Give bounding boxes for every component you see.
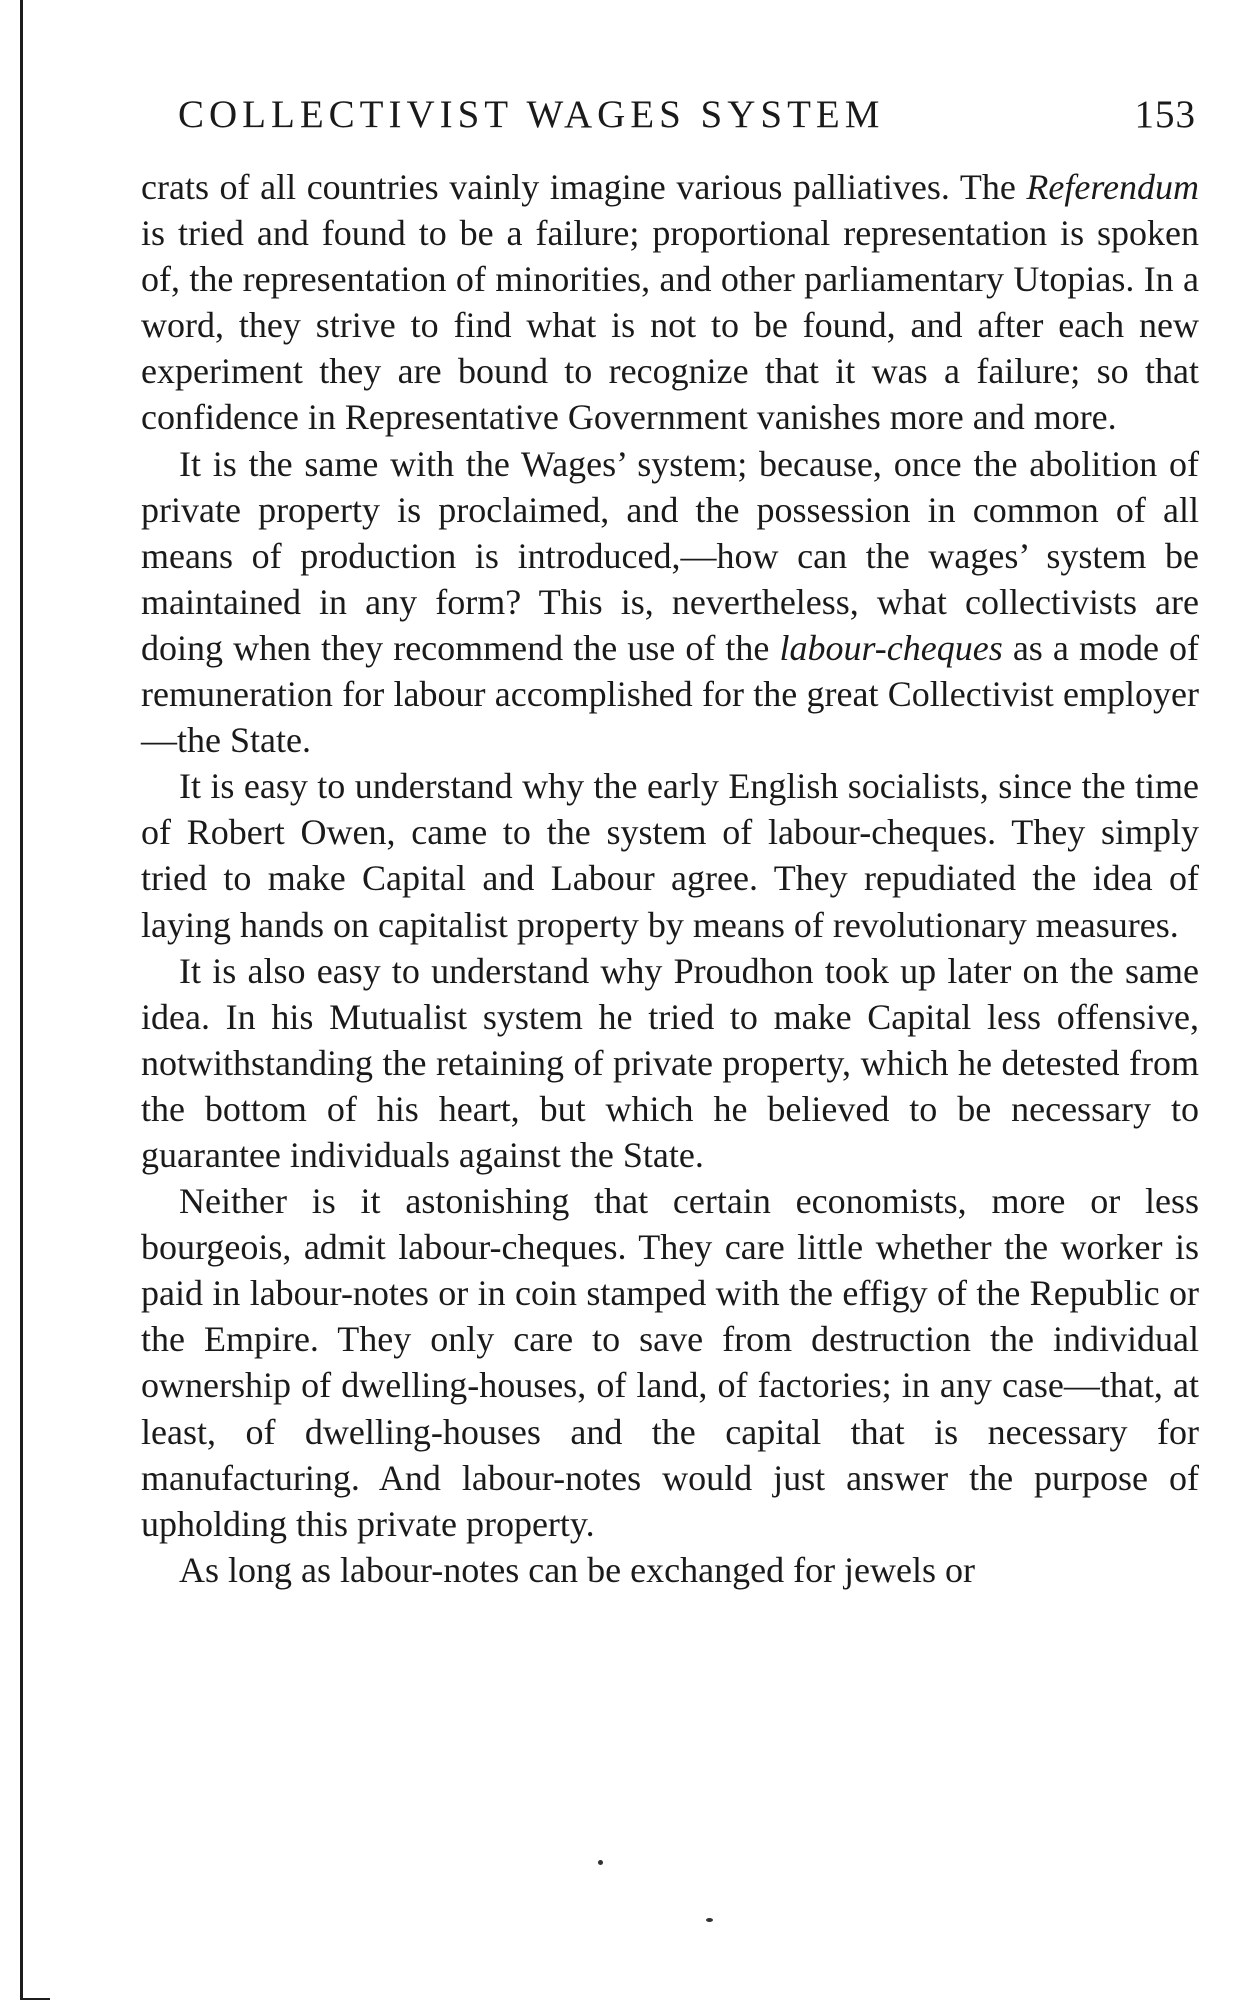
page-body: [141, 164, 1199, 1593]
page-binding-edge: [20, 0, 23, 2000]
ink-speck: [706, 1918, 713, 1922]
paragraph-3: It is easy to understand why the early English socialists, since the time of Robert Owen, came to the system of labour-cheques. They simply tried to make Capital and Labour agree. They repudiated the idea of laying hands on capitalist property by means of revolutionary measures.: [141, 766, 1199, 945]
labour-cheques-italic: labour-cheques: [779, 627, 1003, 668]
referendum-italic: Referendum: [1026, 167, 1199, 207]
running-title: COLLECTIVIST WAGES SYSTEM: [178, 93, 885, 136]
paragraph-4: It is also easy to understand why Proudhon took up later on the same idea. In his Mutualist system he tried to make Capital less offensive, notwithstanding the retaining of private property, which he detested from the bottom of his heart, but which he believed to be necessary to guarantee individuals against the State.: [141, 950, 1199, 1175]
paragraph-2-text-a: It is the same with the Wages’ system; because, once the abolition of private property is proclaimed, and the possession in common of all means of production is introduced,—how can the wages’ system be maintained in any form? This is, nevertheless, what collectivists are doing when they recommend the use of the: [141, 443, 1199, 668]
paragraph-1-text-a: crats of all countries vainly imagine various palliatives. The: [141, 167, 1027, 207]
paragraph-1-text-c: is tried and found to be a failure; proportional representation is spoken of, the representation of minorities, and other parliamentary Utopias. In a word, they strive to find what is not to be found, and after each new experiment they are bound to recognize that it was a failure; so that confidence in Representative Government vanishes more and more.: [141, 213, 1199, 438]
paragraph-5: Neither is it astonishing that certain economists, more or less bourgeois, admit labour-cheques. They care little whether the worker is paid in labour-notes or in coin stamped with the effigy of the Republic or the Empire. They only care to save from destruction the individual ownership of dwelling-houses, of land, of factories; in any case—that, at least, of dwelling-houses and the capital that is necessary for manufacturing. And labour-notes would just answer the purpose of upholding this private property.: [141, 1181, 1199, 1544]
paragraph-2-text-c: as a mode of remuneration for labour accomplished for the great Collectivist employer—the State.: [141, 627, 1200, 761]
page-number: 153: [1134, 93, 1196, 136]
page-header: [178, 92, 1196, 142]
ink-speck: [598, 1860, 603, 1865]
page-binding-edge-foot: [20, 1998, 50, 2000]
paragraph-6: As long as labour-notes can be exchanged for jewels or: [179, 1549, 976, 1590]
paragraph-1: [141, 164, 1199, 441]
paragraph-2: [141, 441, 1199, 764]
